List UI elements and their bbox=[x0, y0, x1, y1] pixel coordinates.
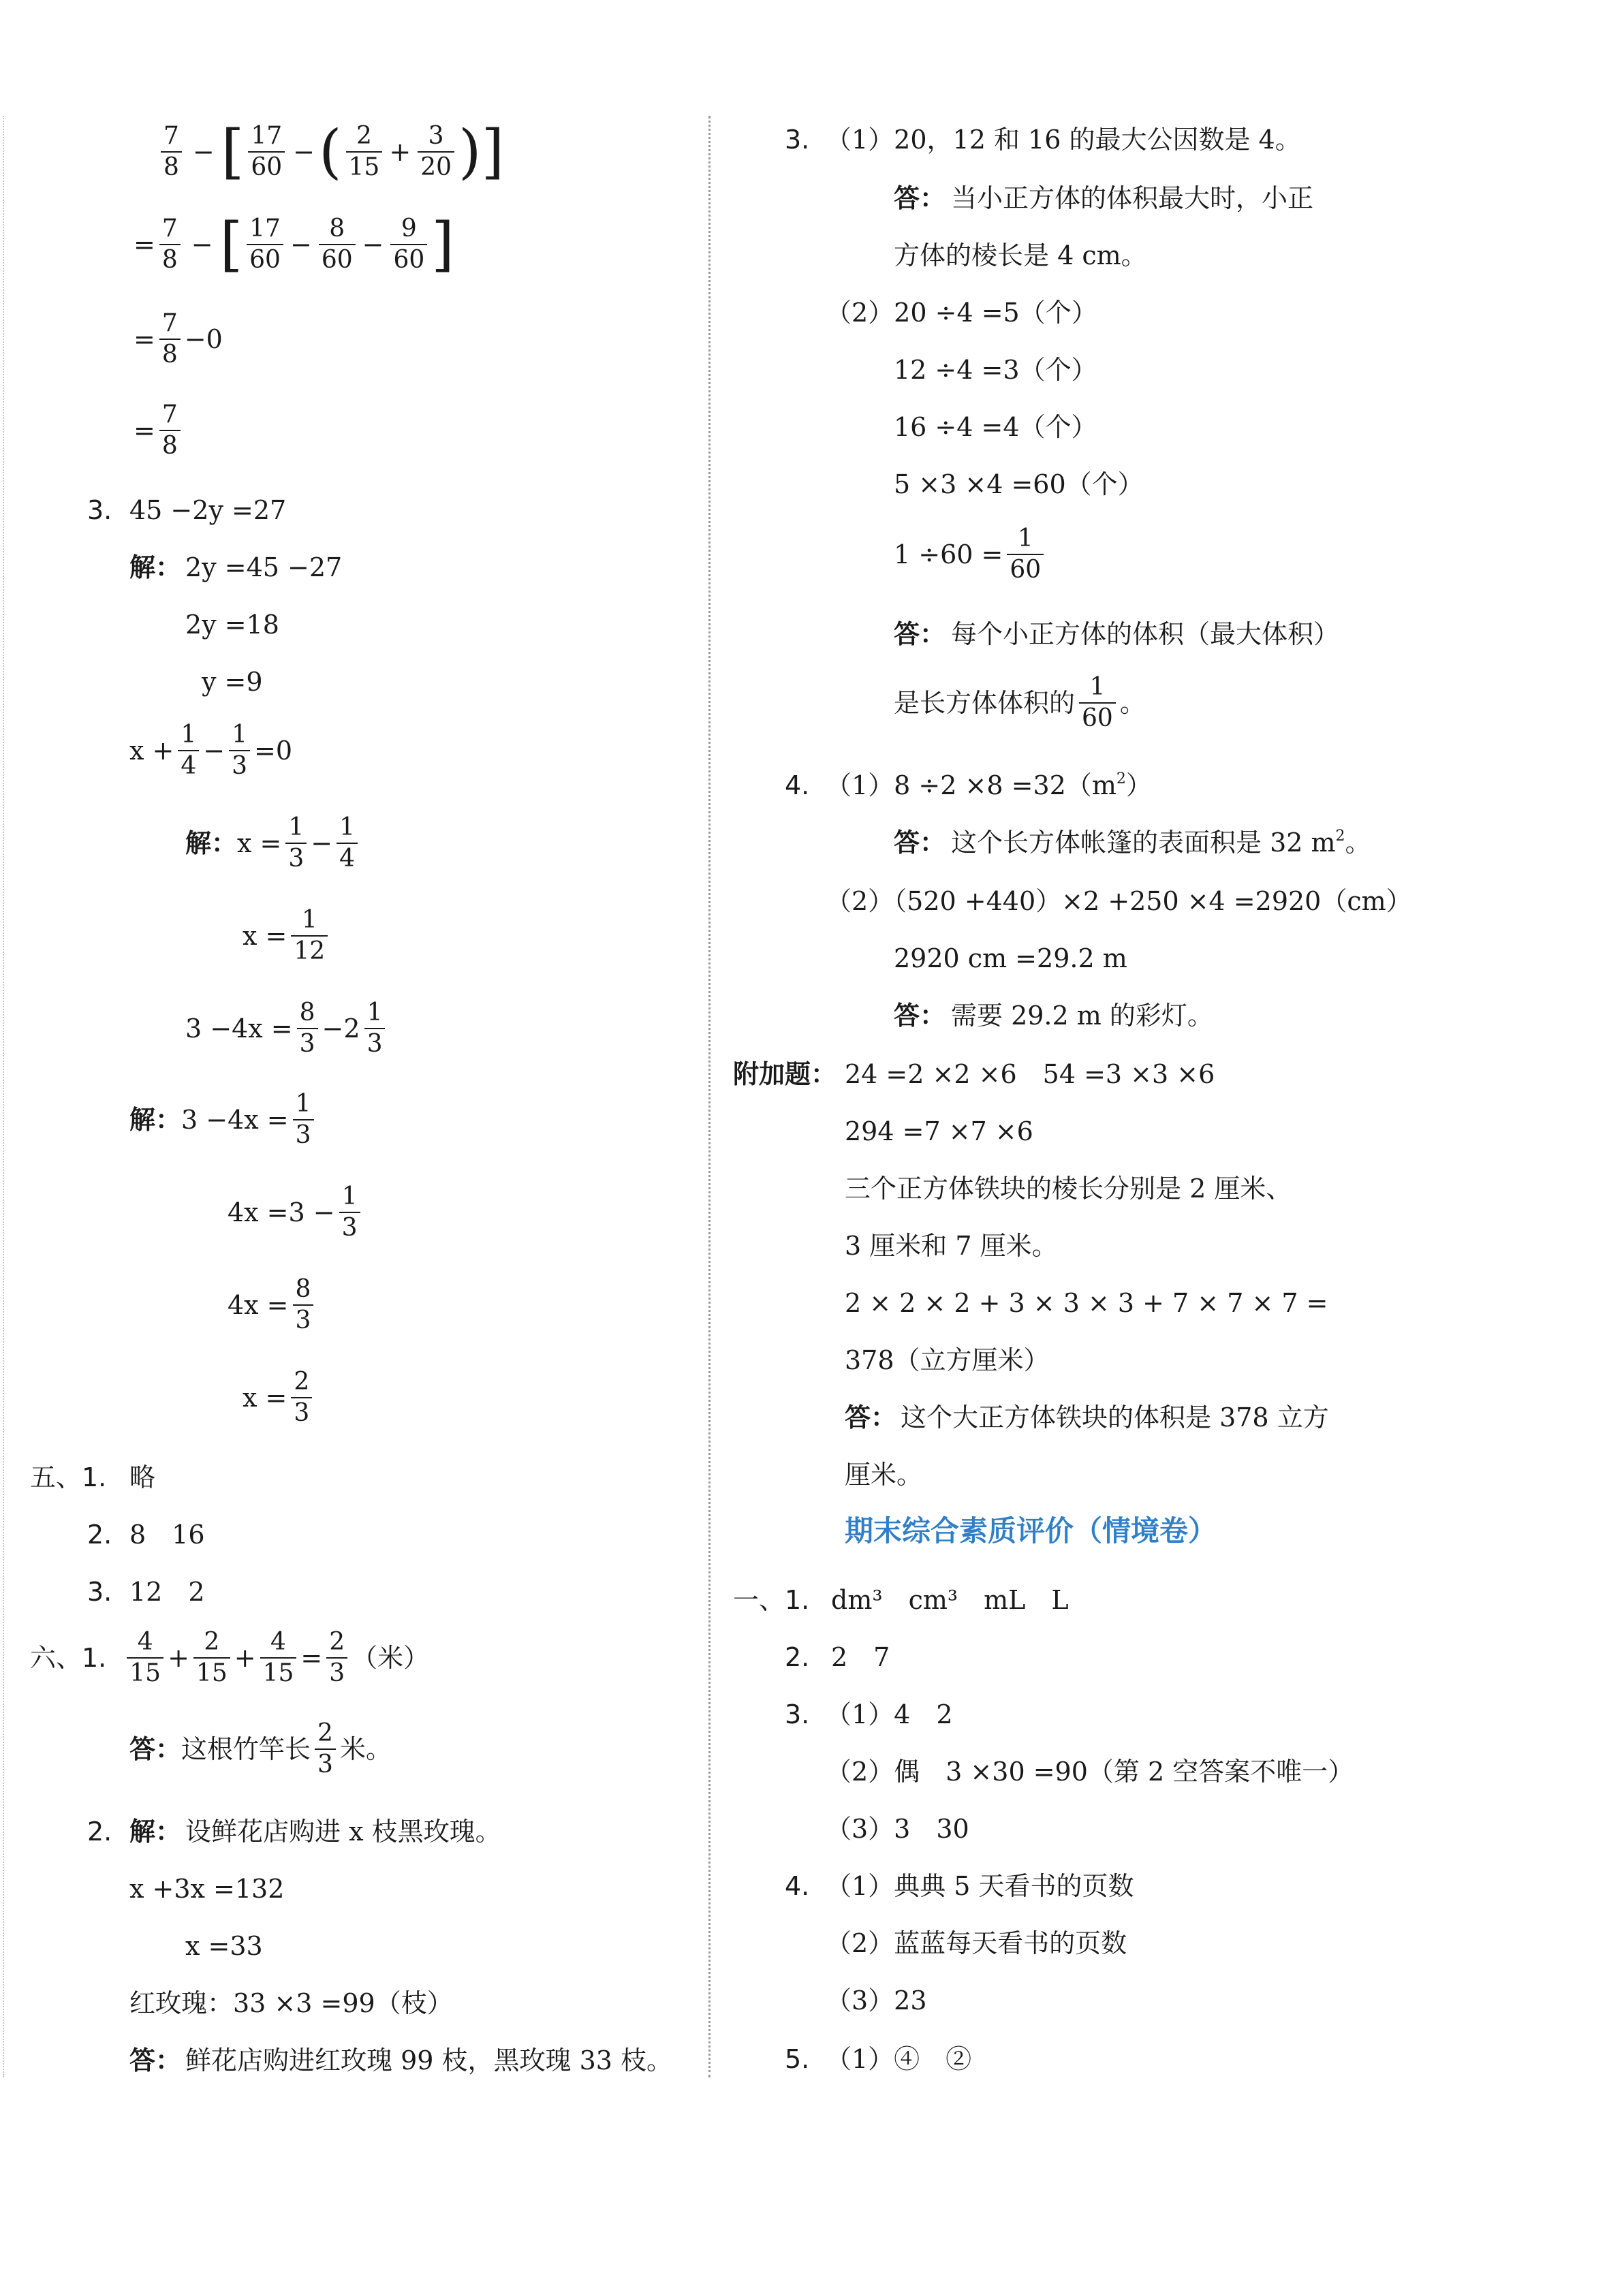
denominator: 8 bbox=[159, 339, 181, 368]
answer: 2 7 bbox=[831, 1642, 890, 1672]
parenthesis: ) bbox=[458, 118, 482, 186]
denominator: 60 bbox=[247, 244, 283, 273]
equation-3-solution-2 bbox=[228, 1184, 364, 1241]
answer-label: 答： bbox=[894, 828, 946, 858]
expr: 1 ÷60 = bbox=[894, 539, 1003, 569]
answer-label: 答： bbox=[894, 1001, 946, 1031]
question-number: 3. bbox=[87, 495, 112, 525]
fraction bbox=[229, 722, 250, 779]
expr: x = bbox=[237, 828, 282, 858]
operator: + bbox=[389, 137, 411, 167]
fraction bbox=[291, 1369, 312, 1426]
numerator: 8 bbox=[295, 1275, 311, 1303]
numerator: 2 bbox=[356, 122, 372, 151]
expr: 4x = bbox=[228, 1289, 289, 1320]
calc-line-4 bbox=[134, 402, 185, 459]
numerator: 1 bbox=[295, 1090, 311, 1118]
solution-label: 解： bbox=[129, 1817, 182, 1847]
fraction bbox=[293, 1276, 314, 1334]
question-number: 2. bbox=[87, 1520, 112, 1550]
answer-part: （1）4 2 bbox=[826, 1699, 953, 1729]
denominator: 15 bbox=[193, 1657, 230, 1686]
question-number: 2. bbox=[87, 1817, 112, 1847]
answer: 8 16 bbox=[129, 1520, 205, 1550]
answer-text: 这个大正方体铁块的体积是 378 立方 bbox=[901, 1402, 1329, 1432]
numerator: 1 bbox=[1089, 673, 1106, 701]
denominator: 3 bbox=[339, 1212, 360, 1241]
equation-2-solution-1 bbox=[185, 815, 362, 872]
answer-label: 答： bbox=[129, 1733, 182, 1764]
denominator: 3 bbox=[364, 1028, 386, 1057]
answer-fraction-line bbox=[894, 674, 1146, 732]
numerator: 4 bbox=[137, 1628, 153, 1656]
section-6-q1-answer bbox=[129, 1721, 392, 1778]
fraction bbox=[339, 1184, 360, 1241]
numerator: 1 bbox=[181, 721, 197, 749]
fraction bbox=[1079, 674, 1116, 732]
answer-text: 。 bbox=[1119, 687, 1146, 718]
denominator: 3 bbox=[326, 1657, 347, 1686]
equation: 45 −2y =27 bbox=[129, 495, 287, 525]
fraction bbox=[326, 1629, 347, 1686]
denominator: 8 bbox=[159, 244, 181, 273]
answer-label: 答： bbox=[894, 619, 946, 649]
calc-line-2 bbox=[134, 210, 454, 279]
numerator: 17 bbox=[251, 122, 283, 151]
answer-text: 鲜花店购进红玫瑰 99 枝，黑玫瑰 33 枝。 bbox=[185, 2045, 673, 2075]
fraction bbox=[364, 1000, 386, 1057]
section-label: 五、1. bbox=[30, 1462, 107, 1492]
page-edge bbox=[3, 116, 4, 2077]
numerator: 1 bbox=[232, 721, 248, 749]
fraction bbox=[178, 722, 199, 779]
numerator: 2 bbox=[294, 1368, 310, 1396]
numerator: 9 bbox=[401, 215, 417, 243]
operator: + bbox=[168, 1642, 189, 1673]
numerator: 2 bbox=[329, 1628, 345, 1656]
bonus-line: 378（立方厘米） bbox=[845, 1345, 1050, 1375]
numerator: 2 bbox=[204, 1628, 220, 1656]
numerator: 7 bbox=[161, 401, 178, 428]
fraction bbox=[293, 1091, 314, 1148]
answer-text-body: 这个长方体帐篷的表面积是 32 m bbox=[951, 828, 1336, 858]
question-number: 2. bbox=[785, 1642, 810, 1672]
answer-part: （2）20 ÷4 =5（个） bbox=[826, 298, 1097, 328]
equals: = bbox=[134, 415, 155, 445]
answer-text-end: 。 bbox=[1345, 828, 1371, 858]
operator: − bbox=[362, 230, 384, 260]
denominator: 15 bbox=[127, 1657, 163, 1686]
expr: x + bbox=[129, 735, 174, 766]
section-title: 期末综合素质评价（情境卷） bbox=[845, 1514, 1217, 1548]
answer-part bbox=[826, 772, 1152, 798]
fraction bbox=[291, 907, 328, 964]
answer-label: 答： bbox=[894, 183, 946, 213]
solution-step: 2920 cm =29.2 m bbox=[894, 943, 1127, 973]
solution-label: 解： bbox=[185, 828, 238, 858]
denominator: 12 bbox=[291, 935, 328, 964]
fraction bbox=[337, 815, 358, 872]
fraction bbox=[159, 216, 181, 273]
equation-3 bbox=[185, 1000, 389, 1057]
solution-step: y =9 bbox=[202, 667, 263, 697]
fraction bbox=[319, 216, 356, 273]
denominator: 3 bbox=[229, 750, 250, 779]
denominator: 60 bbox=[1079, 702, 1116, 732]
answer-part: （3）23 bbox=[826, 1986, 927, 2015]
denominator: 60 bbox=[390, 244, 427, 273]
fraction bbox=[418, 123, 454, 181]
numerator: 1 bbox=[301, 906, 317, 934]
numerator: 1 bbox=[288, 813, 304, 841]
answer-part: （2）偶 3 ×30 =90（第 2 空答案不唯一） bbox=[826, 1757, 1354, 1787]
answer: 12 2 bbox=[129, 1577, 205, 1607]
fraction bbox=[159, 402, 181, 459]
fraction bbox=[193, 1629, 230, 1686]
answer-part: （1）20，12 和 16 的最大公因数是 4。 bbox=[826, 125, 1301, 155]
fraction bbox=[285, 815, 307, 872]
calc-line-1 bbox=[157, 118, 505, 186]
bracket: [ bbox=[219, 210, 243, 279]
parenthesis: ( bbox=[318, 118, 342, 186]
equation-3-solution-3 bbox=[228, 1276, 317, 1334]
solution-step: 5 ×3 ×4 =60（个） bbox=[894, 469, 1144, 499]
solution-step: 2y =45 −27 bbox=[185, 552, 343, 582]
answer-text: 厘米。 bbox=[845, 1460, 923, 1490]
answer: 略 bbox=[129, 1462, 156, 1492]
expr: 3 −4x = bbox=[185, 1013, 293, 1044]
denominator: 3 bbox=[297, 1028, 318, 1057]
answer-part: （1）④ ② bbox=[826, 2044, 972, 2074]
denominator: 20 bbox=[418, 151, 454, 181]
question-number: 4. bbox=[785, 770, 810, 800]
operator: − bbox=[191, 230, 213, 260]
answer-text bbox=[951, 830, 1371, 856]
answer-text: 是长方体体积的 bbox=[894, 687, 1076, 718]
equals: = bbox=[134, 230, 155, 260]
numerator: 2 bbox=[317, 1719, 333, 1747]
answer-part: （2）（520 +440）×2 +250 ×4 =2920（cm） bbox=[826, 886, 1412, 916]
answer-text: 每个小正方体的体积（最大体积） bbox=[951, 619, 1340, 649]
operator: − bbox=[290, 230, 312, 260]
numerator: 3 bbox=[428, 122, 444, 151]
calc-tail: −0 bbox=[184, 324, 223, 354]
expr: =0 bbox=[254, 735, 293, 766]
answer-text: 这根竹竿长 bbox=[181, 1733, 311, 1764]
denominator: 8 bbox=[159, 430, 181, 459]
equals: = bbox=[300, 1642, 323, 1673]
question-number: 4. bbox=[785, 1871, 810, 1901]
question-number: 5. bbox=[785, 2044, 810, 2074]
bracket: ] bbox=[431, 210, 454, 279]
solution-text: 设鲜花店购进 x 枝黑玫瑰。 bbox=[185, 1817, 501, 1847]
numerator: 1 bbox=[339, 813, 356, 841]
fraction bbox=[346, 123, 383, 181]
denominator: 3 bbox=[293, 1304, 314, 1334]
operator: − bbox=[192, 137, 215, 167]
fraction bbox=[248, 123, 285, 181]
superscript: 2 bbox=[1335, 828, 1345, 845]
denominator: 60 bbox=[248, 151, 285, 181]
calc-line-3 bbox=[134, 311, 223, 368]
equation-2-solution-2 bbox=[243, 907, 332, 964]
solution-step: 2y =18 bbox=[185, 610, 279, 640]
column-divider bbox=[708, 116, 710, 2077]
equation-3-solution-4 bbox=[243, 1369, 316, 1426]
equals: = bbox=[134, 324, 155, 354]
numerator: 7 bbox=[161, 215, 178, 243]
solution-step: 12 ÷4 =3（个） bbox=[894, 355, 1097, 385]
denominator: 4 bbox=[178, 750, 199, 779]
fraction bbox=[127, 1629, 163, 1686]
denominator: 4 bbox=[337, 843, 358, 872]
numerator: 17 bbox=[249, 215, 281, 243]
numerator: 7 bbox=[163, 122, 179, 151]
bonus-label: 附加题： bbox=[733, 1059, 837, 1089]
denominator: 15 bbox=[260, 1657, 297, 1686]
equation-2 bbox=[129, 722, 292, 779]
bracket: [ bbox=[221, 118, 245, 186]
fraction bbox=[247, 216, 283, 273]
section-6-q1 bbox=[30, 1629, 429, 1686]
answer-text: 需要 29.2 m 的彩灯。 bbox=[951, 1001, 1213, 1031]
numerator: 1 bbox=[366, 999, 383, 1026]
denominator: 3 bbox=[315, 1748, 336, 1778]
fraction bbox=[260, 1629, 297, 1686]
solution-label: 解： bbox=[129, 552, 182, 582]
solution-step: x =33 bbox=[185, 1931, 263, 1961]
answer-label: 答： bbox=[129, 2045, 182, 2075]
denominator: 60 bbox=[1007, 554, 1044, 583]
expr: 3 −4x = bbox=[181, 1104, 289, 1135]
answer-part-text: ） bbox=[1125, 770, 1152, 800]
fraction bbox=[159, 311, 181, 368]
expr: 4x =3 − bbox=[228, 1197, 335, 1227]
solution-step: x +3x =132 bbox=[129, 1874, 285, 1904]
answer-label: 答： bbox=[845, 1402, 897, 1432]
equation-3-solution-1 bbox=[129, 1091, 318, 1148]
solution-step: 16 ÷4 =4（个） bbox=[894, 412, 1097, 442]
numerator: 8 bbox=[299, 999, 315, 1026]
fraction bbox=[390, 216, 427, 273]
fraction bbox=[297, 1000, 318, 1057]
solution-step-fraction bbox=[894, 526, 1048, 583]
numerator: 4 bbox=[270, 1628, 286, 1656]
expr: x = bbox=[243, 1382, 287, 1413]
solution-label: 解： bbox=[129, 1104, 182, 1135]
numerator: 1 bbox=[1017, 524, 1033, 552]
numerator: 7 bbox=[161, 309, 178, 337]
section-label: 一、1. bbox=[733, 1585, 810, 1615]
answer-part-text: （1）8 ÷2 ×8 =32（m bbox=[826, 770, 1116, 800]
numerator: 8 bbox=[329, 215, 345, 243]
answer-part: （1）典典 5 天看书的页数 bbox=[826, 1871, 1134, 1901]
superscript: 2 bbox=[1116, 770, 1126, 787]
answer: dm³ cm³ mL L bbox=[831, 1585, 1069, 1615]
fraction bbox=[161, 123, 182, 181]
answer-part: （2）蓝蓝每天看书的页数 bbox=[826, 1928, 1127, 1958]
denominator: 3 bbox=[291, 1397, 312, 1426]
answer-text: 米。 bbox=[339, 1733, 392, 1764]
question-number: 3. bbox=[87, 1577, 112, 1607]
bonus-line: 24 =2 ×2 ×6 54 =3 ×3 ×6 bbox=[845, 1059, 1215, 1089]
bonus-line: 294 =7 ×7 ×6 bbox=[845, 1116, 1033, 1146]
answer-part: （3）3 30 bbox=[826, 1814, 969, 1844]
bracket: ] bbox=[481, 118, 505, 186]
denominator: 8 bbox=[161, 151, 182, 181]
question-number: 3. bbox=[785, 1699, 810, 1729]
denominator: 3 bbox=[285, 843, 307, 872]
answer-text: 方体的棱长是 4 cm。 bbox=[894, 240, 1147, 270]
fraction bbox=[315, 1721, 336, 1778]
section-label: 六、1. bbox=[30, 1642, 107, 1673]
expr: x = bbox=[243, 920, 287, 951]
operator: − bbox=[293, 137, 315, 167]
bonus-line: 三个正方体铁块的棱长分别是 2 厘米、 bbox=[845, 1174, 1292, 1204]
bonus-line: 2 × 2 × 2 + 3 × 3 × 3 + 7 × 7 × 7 = bbox=[845, 1288, 1328, 1318]
operator: + bbox=[234, 1642, 256, 1673]
solution-step: 红玫瑰：33 ×3 =99（枝） bbox=[129, 1988, 453, 2018]
operator: − bbox=[311, 828, 333, 858]
operator: − bbox=[203, 735, 225, 766]
unit: （米） bbox=[352, 1642, 430, 1673]
answer-text: 当小正方体的体积最大时，小正 bbox=[951, 183, 1314, 213]
bonus-line: 3 厘米和 7 厘米。 bbox=[845, 1231, 1058, 1261]
denominator: 3 bbox=[293, 1119, 314, 1148]
operator: −2 bbox=[322, 1013, 360, 1044]
fraction bbox=[1007, 526, 1044, 583]
numerator: 1 bbox=[341, 1182, 358, 1210]
question-number: 3. bbox=[785, 125, 810, 155]
denominator: 60 bbox=[319, 244, 356, 273]
denominator: 15 bbox=[346, 151, 383, 181]
